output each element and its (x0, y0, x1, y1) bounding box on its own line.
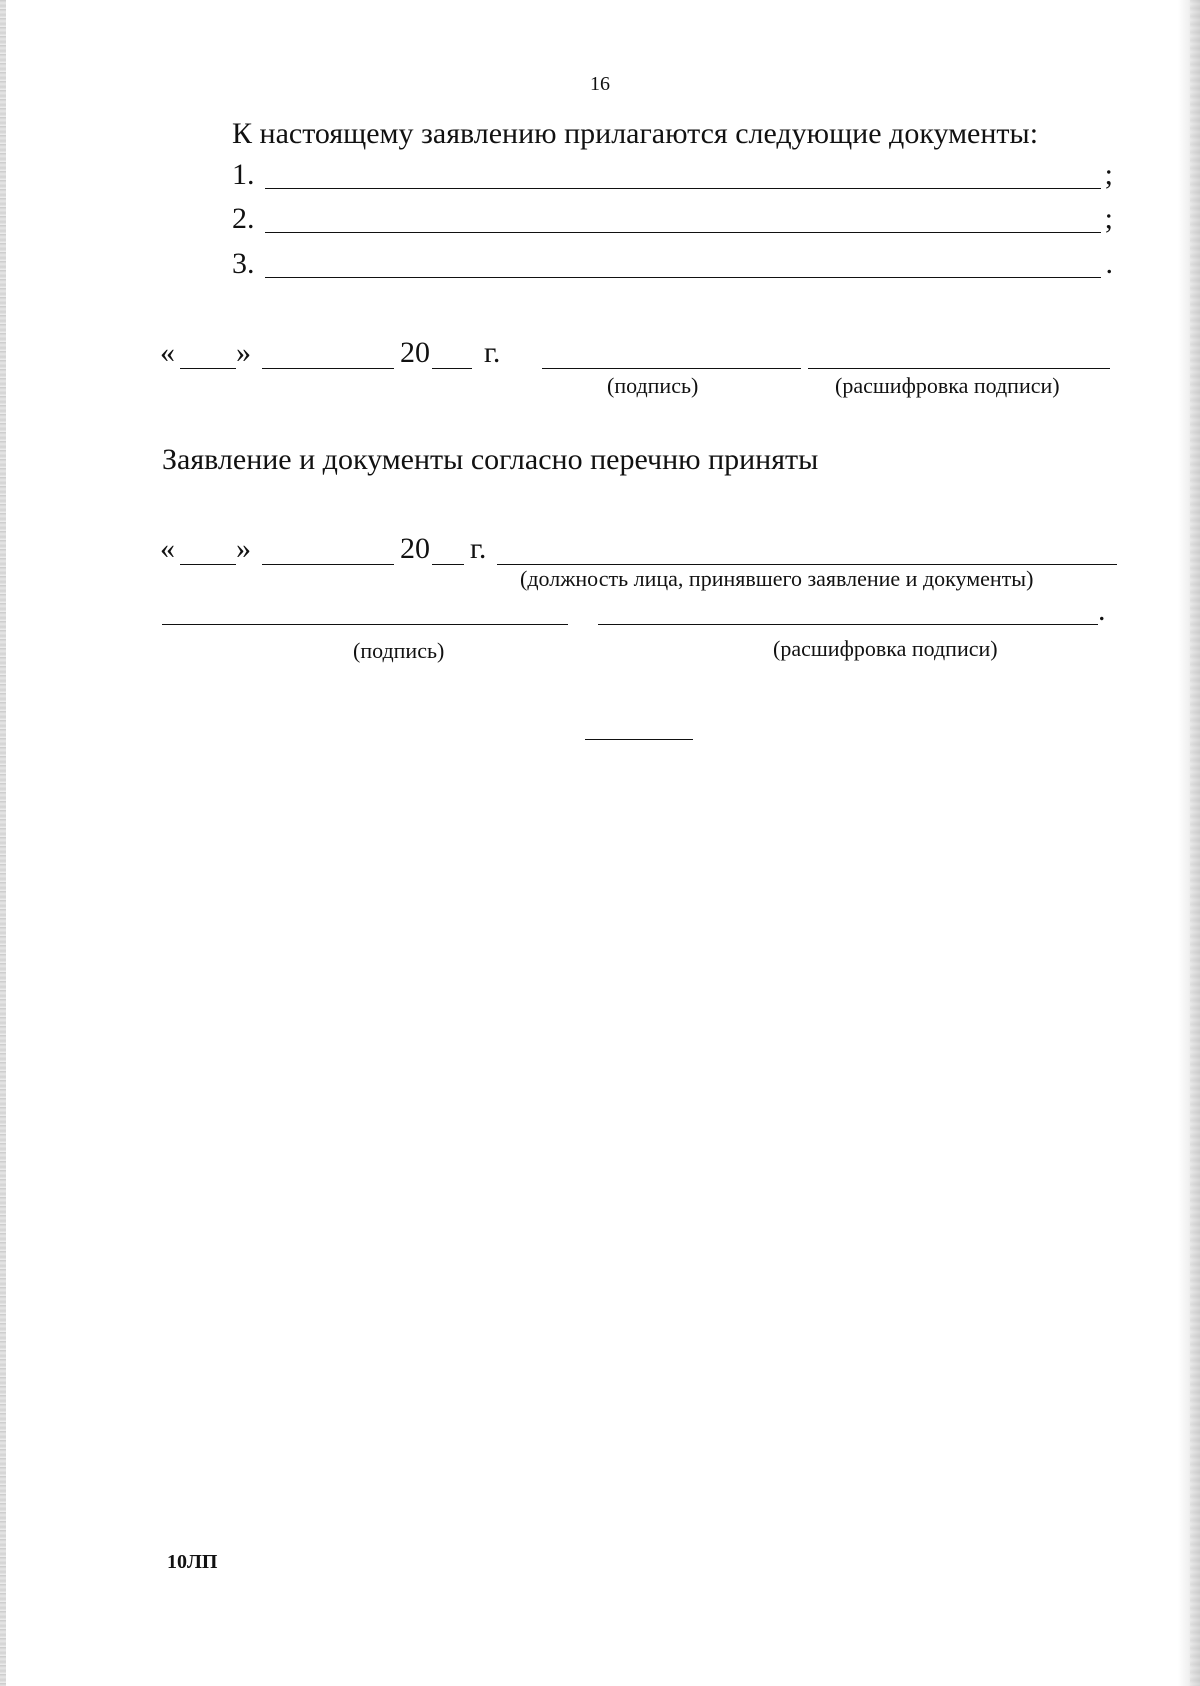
scan-edge-left (0, 0, 6, 1686)
acceptance-decoding-caption: (расшифровка подписи) (773, 636, 998, 661)
attachment-item-blank (265, 277, 1101, 278)
acceptance-year-prefix: 20 (400, 532, 430, 565)
applicant-signature-line (542, 368, 801, 369)
acceptance-signature-line (162, 624, 568, 625)
acceptance-year-suffix: г. (470, 532, 487, 565)
applicant-year-prefix: 20 (400, 336, 430, 369)
applicant-year-suffix: г. (484, 336, 501, 369)
attachment-item-blank (265, 188, 1101, 189)
acceptance-month-blank (262, 564, 394, 565)
applicant-day-blank (180, 368, 236, 369)
acceptance-position-caption: (должность лица, принявшего заявление и документы) (520, 566, 1034, 591)
attachment-item-end: ; (1104, 158, 1113, 191)
footer-code: 10ЛП (167, 1551, 218, 1573)
attachment-item-number: 1. (232, 158, 255, 191)
attachment-item-1 (232, 158, 1113, 198)
applicant-decoding-caption: (расшифровка подписи) (835, 373, 1060, 398)
attachment-item-number: 2. (232, 202, 255, 235)
applicant-signature-caption: (подпись) (607, 373, 699, 398)
attachment-item-blank (265, 232, 1101, 233)
page-number: 16 (590, 73, 610, 95)
acceptance-position-line (497, 564, 1117, 565)
applicant-month-blank (262, 368, 394, 369)
attachment-item-end: ; (1104, 202, 1113, 235)
acceptance-day-blank (180, 564, 236, 565)
acceptance-decoding-line (598, 624, 1098, 625)
attachment-item-2 (232, 202, 1113, 242)
acceptance-statement: Заявление и документы согласно перечню приняты (162, 443, 819, 476)
attachment-item-end: . (1105, 247, 1113, 280)
attachment-item-3 (232, 247, 1113, 287)
acceptance-signature-caption: (подпись) (353, 638, 445, 663)
acceptance-close-quote: » (236, 532, 251, 565)
acceptance-open-quote: « (160, 532, 175, 565)
attachments-heading: К настоящему заявлению прилагаются следующие документы: (232, 117, 1039, 150)
acceptance-end-mark: . (1098, 594, 1106, 627)
applicant-year-blank (432, 368, 472, 369)
applicant-open-quote: « (160, 336, 175, 369)
attachment-item-number: 3. (232, 247, 255, 280)
closing-rule (585, 739, 693, 740)
applicant-close-quote: » (236, 336, 251, 369)
acceptance-year-blank (432, 564, 464, 565)
applicant-decoding-line (808, 368, 1110, 369)
scan-edge-right (1178, 0, 1200, 1686)
